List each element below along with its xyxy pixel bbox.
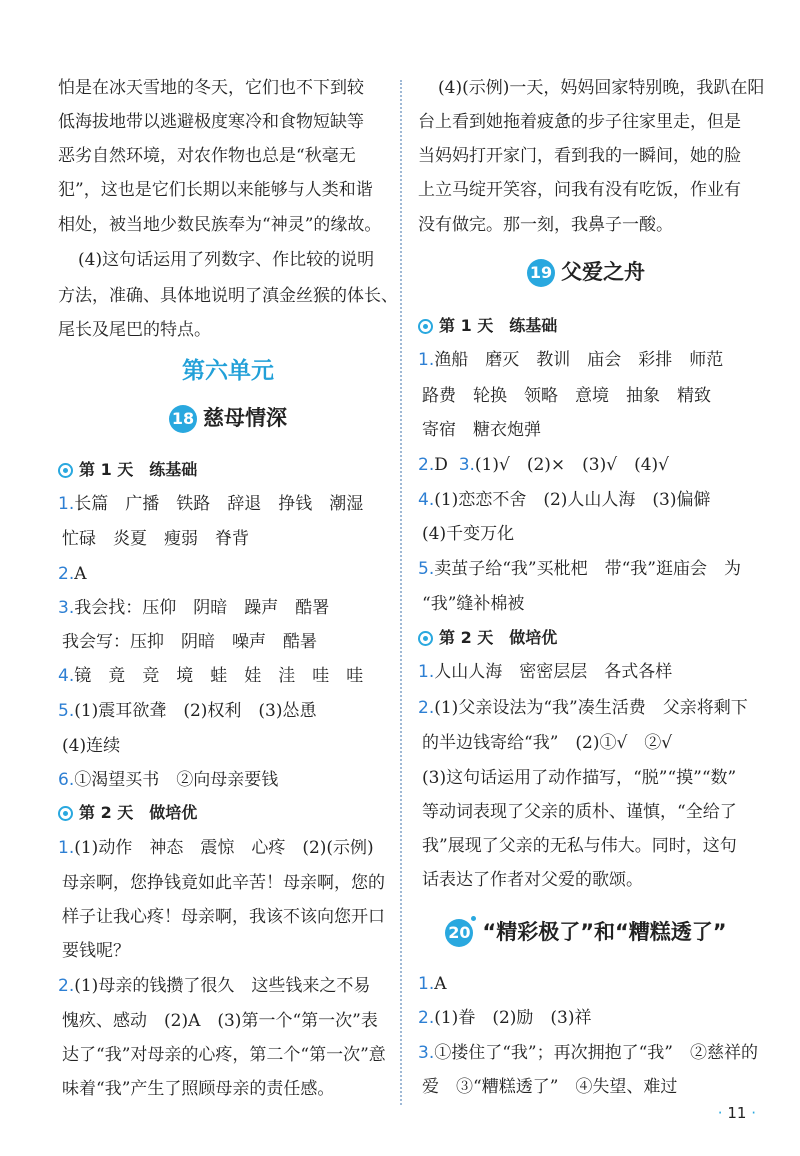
section-day2: 第 2 天 做培优 — [418, 626, 557, 650]
text-line: (4)这句话运用了列数字、作比较的说明 — [78, 250, 375, 270]
answer-line: 1.(1)动作 神态 震惊 心疼 (2)(示例) — [58, 838, 374, 858]
answer-line: 路费 轮换 领略 意境 抽象 精致 — [422, 386, 711, 406]
answer-line: 3.①搂住了“我”；再次拥抱了“我” ②慈祥的 — [418, 1043, 758, 1063]
answer-line: 2.(1)父亲设法为“我”凑生活费 父亲将剩下 — [418, 698, 748, 718]
answer-line: 等动词表现了父亲的质朴、谨慎，“全给了 — [422, 802, 737, 822]
badge-dot — [471, 916, 476, 921]
answer-line: 我会写：压抑 阴暗 噪声 酷暑 — [62, 632, 317, 652]
answer-line: 母亲啊，您挣钱竟如此辛苦！母亲啊，您的 — [62, 873, 385, 893]
lesson-18-heading — [58, 402, 398, 433]
text-line: 相处，被当地少数民族奉为“神灵”的缘故。 — [58, 215, 382, 235]
answer-line: 3.我会找：压仰 阴暗 躁声 酷署 — [58, 598, 330, 618]
lesson-title: 慈母情深 — [203, 406, 287, 430]
section-day2: 第 2 天 做培优 — [58, 801, 197, 825]
column-divider — [400, 80, 402, 1105]
lesson-number-badge: 19 — [527, 259, 555, 287]
answer-line: (3)这句话运用了动作描写，“脱”“摸”“数” — [422, 768, 737, 788]
answer-line: 爱 ③“糟糕透了” ④失望、难过 — [422, 1077, 678, 1097]
text-line: 当妈妈打开家门，看到我的一瞬间，她的脸 — [418, 146, 741, 166]
text-line: 方法，准确、具体地说明了滇金丝猴的体长、 — [58, 286, 398, 306]
answer-line: 愧疚、感动 (2)A (3)第一个“第一次”表 — [62, 1011, 378, 1031]
answer-line: 话表达了作者对父爱的歌颂。 — [422, 870, 643, 890]
right-column — [418, 0, 765, 1156]
answer-line: 寄宿 糖衣炮弹 — [422, 420, 541, 440]
answer-line: 5.卖茧子给“我”买枇杷 带“我”逛庙会 为 — [418, 559, 741, 579]
target-icon — [418, 631, 433, 646]
answer-line: 4.镜 竟 竞 境 蛙 娃 洼 哇 哇 — [58, 666, 364, 686]
lesson-19-heading — [418, 256, 754, 287]
text-line: 上立马绽开笑容，问我有没有吃饭，作业有 — [418, 180, 741, 200]
answer-line: 我”展现了父亲的无私与伟大。同时，这句 — [422, 836, 737, 856]
answer-line: 6.①渴望买书 ②向母亲要钱 — [58, 770, 279, 790]
text-line: 没有做完。那一刻，我鼻子一酸。 — [418, 215, 673, 235]
answer-line: (4)千变万化 — [422, 524, 515, 544]
section-day1: 第 1 天 练基础 — [418, 314, 557, 338]
text-line: 怕是在冰天雪地的冬天，它们也不下到较 — [58, 78, 364, 98]
page-number: · 11 · — [717, 1104, 756, 1122]
answer-line: 的半边钱寄给“我” (2)①√ ②√ — [422, 733, 673, 753]
text-line: 犯”，这也是它们长期以来能够与人类和谐 — [58, 180, 373, 200]
answer-line: 1.A — [418, 974, 447, 994]
target-icon — [58, 806, 73, 821]
answer-line: 4.(1)恋恋不舍 (2)人山人海 (3)偏僻 — [418, 490, 711, 510]
answer-line: 2.A — [58, 564, 87, 584]
answer-line: 2.(1)眷 (2)励 (3)祥 — [418, 1008, 592, 1028]
lesson-20-heading — [418, 916, 754, 947]
text-line: 低海拔地带以逃避极度寒冷和食物短缺等 — [58, 112, 364, 132]
answer-line: 2.D 3.(1)√ (2)× (3)√ (4)√ — [418, 455, 669, 475]
answer-line: 忙碌 炎夏 瘦弱 脊背 — [62, 529, 249, 549]
answer-line: 要钱呢？ — [62, 941, 130, 961]
answer-line: (4)连续 — [62, 736, 121, 756]
dot-icon: · — [751, 1104, 756, 1122]
section-day1: 第 1 天 练基础 — [58, 458, 197, 482]
text-line: 恶劣自然环境，对农作物也总是“秋毫无 — [58, 146, 356, 166]
answer-line: “我”缝补棉被 — [422, 594, 525, 614]
left-column — [58, 0, 398, 1156]
text-line: (4)(示例)一天，妈妈回家特别晚，我趴在阳 — [438, 78, 765, 98]
lesson-number-badge: 20 — [445, 919, 473, 947]
lesson-title: 父爱之舟 — [561, 260, 645, 284]
answer-line: 2.(1)母亲的钱攒了很久 这些钱来之不易 — [58, 976, 371, 996]
answer-line: 1.人山人海 密密层层 各式各样 — [418, 662, 673, 682]
unit-title: 第六单元 — [182, 358, 274, 384]
answer-line: 1.长篇 广播 铁路 辞退 挣钱 潮湿 — [58, 494, 364, 514]
answer-line: 味着“我”产生了照顾母亲的责任感。 — [62, 1079, 335, 1099]
text-line: 台上看到她拖着疲惫的步子往家里走，但是 — [418, 112, 741, 132]
lesson-title: “精彩极了”和“糟糕透了” — [482, 920, 727, 944]
answer-line: 样子让我心疼！母亲啊，我该不该向您开口 — [62, 907, 385, 927]
answer-line: 达了“我”对母亲的心疼，第二个“第一次”意 — [62, 1045, 386, 1065]
dot-icon: · — [717, 1104, 723, 1122]
lesson-number-badge: 18 — [169, 405, 197, 433]
target-icon — [58, 463, 73, 478]
text-line: 尾长及尾巴的特点。 — [58, 320, 211, 340]
target-icon — [418, 319, 433, 334]
answer-line: 1.渔船 磨灭 教训 庙会 彩排 师范 — [418, 350, 724, 370]
answer-line: 5.(1)震耳欲聋 (2)权利 (3)怂恿 — [58, 701, 317, 721]
